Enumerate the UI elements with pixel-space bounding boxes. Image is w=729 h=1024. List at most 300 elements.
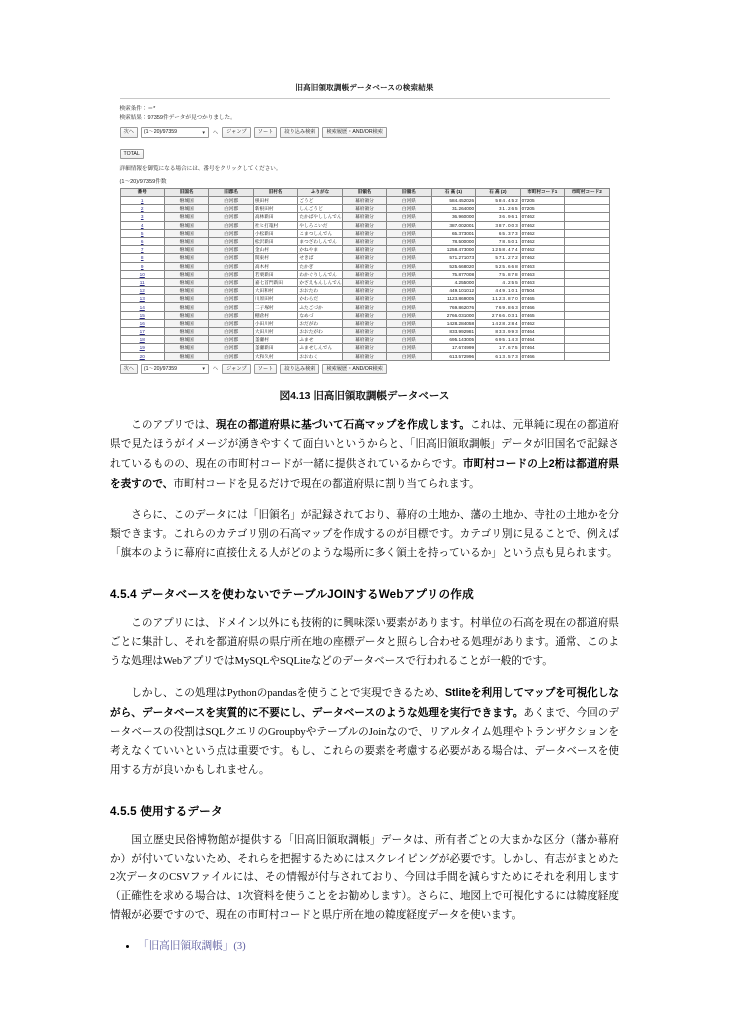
- cell-c-koku2: 833.993: [476, 328, 520, 336]
- cell-c-code1: 07462: [520, 237, 564, 245]
- cell-c-kuni: 磐城国: [164, 295, 208, 303]
- cell-c-kana: なめづ: [298, 311, 342, 319]
- cell-c-kana: まつざわしんでん: [298, 237, 342, 245]
- cell-c-gun: 白河郡: [209, 254, 253, 262]
- cell-c-ryo1: 幕府領分: [342, 213, 386, 221]
- row-detail-link[interactable]: 6: [140, 239, 144, 245]
- row-detail-link[interactable]: 7: [140, 247, 144, 253]
- cell-c-koku1: 65.373001: [431, 229, 475, 237]
- cell-c-koku1: 75.877008: [431, 270, 475, 278]
- cell-c-code1: 07462: [520, 254, 564, 262]
- cell-c-code1: 07462: [520, 221, 564, 229]
- cell-c-ryo1: 幕府領分: [342, 328, 386, 336]
- cell-c-gun: 白河郡: [209, 295, 253, 303]
- cell-c-ryo2: 白河県: [387, 197, 431, 205]
- table-row: [120, 221, 609, 229]
- cell-c-ryo2: 白河県: [387, 344, 431, 352]
- jump-button-bottom[interactable]: ジャンプ: [222, 364, 251, 374]
- paragraph-2: さらに、このデータには「旧領名」が記録されており、幕府の土地か、藩の土地か、寺社の土地かを分類できます。これらのカテゴリ別の石高マップを作成するのが目標です。カテゴリ別に見ることで、例えば「旗本のように幕府に直接仕える人がどのような場所に多く領土を持っているか」という点も見られます。: [110, 510, 619, 560]
- cell-c-code2: [565, 295, 609, 303]
- p1-part-c: これは、元単純に現在の都道府県で見たほうがイメージが湧きやすくて面白いというからと、「旧高旧領取調帳」データが旧国名で記録されているものの、現在の市町村コードが一緒に提供されているからです。: [110, 420, 620, 470]
- cell-c-no[interactable]: [120, 344, 164, 352]
- cell-c-kana: わかぐりしんでん: [298, 270, 342, 278]
- refine-search-button-bottom[interactable]: 絞り込み検索: [280, 364, 319, 374]
- row-detail-link[interactable]: 15: [139, 312, 145, 318]
- table-body: [120, 197, 609, 361]
- to-label-bottom: へ: [212, 366, 219, 373]
- cell-c-kana: ふませ: [298, 336, 342, 344]
- col-ryo-2: 旧領名: [387, 188, 431, 196]
- cell-c-no[interactable]: [120, 328, 164, 336]
- col-ryo-1: 旧領名: [342, 188, 386, 196]
- row-detail-link[interactable]: 2: [140, 206, 144, 212]
- cell-c-mura: 二子塚村: [253, 303, 297, 311]
- cell-c-code2: [565, 328, 609, 336]
- next-page-button-bottom[interactable]: 次へ: [120, 364, 138, 374]
- cell-c-koku1: 695.143005: [431, 336, 475, 344]
- cell-c-koku2: 1258.474: [476, 246, 520, 254]
- cell-c-code2: [565, 213, 609, 221]
- cell-c-koku1: 387.002001: [431, 221, 475, 229]
- row-detail-link[interactable]: 10: [139, 271, 145, 277]
- cell-c-code1: 07465: [520, 311, 564, 319]
- cell-c-ryo1: 幕府領分: [342, 278, 386, 286]
- cell-c-code2: [565, 344, 609, 352]
- cell-c-code2: [565, 352, 609, 360]
- cell-c-kana: ふたごづか: [298, 303, 342, 311]
- cell-c-ryo1: 幕府領分: [342, 311, 386, 319]
- cell-c-mura: 社ヒ打篭村: [253, 221, 297, 229]
- cell-c-code1: 07462: [520, 229, 564, 237]
- cell-c-code1: 07464: [520, 344, 564, 352]
- sort-button[interactable]: ソート: [254, 127, 278, 137]
- cell-c-gun: 白河郡: [209, 303, 253, 311]
- cell-c-no[interactable]: [120, 205, 164, 213]
- paragraph-3: このアプリには、ドメイン以外にも技術的に興味深い要素があります。村単位の石高を現在の都道府県ごとに集計し、それを都道府県の県庁所在地の座標データと照らし合わせる処理があります。通常、このような処理はWebアプリではMySQLやSQLiteなどのデータベースで行われることが一般的です。: [110, 617, 619, 667]
- jump-button[interactable]: ジャンプ: [222, 127, 251, 137]
- cell-c-koku1: 833.992981: [431, 328, 475, 336]
- cell-c-kana: かねやま: [298, 246, 342, 254]
- cell-c-ryo2: 白河県: [387, 254, 431, 262]
- cell-c-no[interactable]: [120, 254, 164, 262]
- cell-c-mura: 小松新田: [253, 229, 297, 237]
- result-count-line: (1～20)/97359件数: [119, 179, 167, 186]
- reference-link-1[interactable]: 「旧高旧領取調帳」(3): [138, 940, 246, 952]
- cell-c-gun: 白河郡: [209, 311, 253, 319]
- cell-c-koku1: 31.264000: [431, 205, 475, 213]
- cell-c-koku2: 36.961: [476, 213, 520, 221]
- row-detail-link[interactable]: 16: [139, 320, 145, 326]
- col-koku-1: 石 高 (1): [431, 188, 475, 196]
- cell-c-koku1: 2766.031000: [431, 311, 475, 319]
- cell-c-gun: 白河郡: [209, 328, 253, 336]
- cell-c-ryo1: 幕府領分: [342, 344, 386, 352]
- row-detail-link[interactable]: 4: [140, 222, 144, 228]
- cell-c-code1: 07463: [520, 262, 564, 270]
- cell-c-kana: おおたがわ: [298, 328, 342, 336]
- page-range-select-value: (1～20)/97359: [143, 129, 178, 136]
- cell-c-no[interactable]: [120, 352, 164, 360]
- row-detail-link[interactable]: 14: [139, 304, 145, 310]
- cell-c-mura: 大田川村: [253, 328, 297, 336]
- cell-c-mura: 根田村: [253, 197, 297, 205]
- total-button[interactable]: TOTAL: [120, 149, 144, 159]
- p1-bold-1: 現在の都道府県に基づいて石高マップを作成します。: [215, 419, 471, 432]
- table-row: [120, 237, 609, 245]
- cell-c-kana: かわらだ: [298, 295, 342, 303]
- cell-c-gun: 白河郡: [209, 213, 253, 221]
- cell-c-kuni: 磐城国: [164, 205, 208, 213]
- table-header-row: [120, 188, 609, 196]
- cell-c-ryo1: 幕府領分: [342, 197, 386, 205]
- reference-list: [110, 938, 619, 956]
- title-divider: [120, 98, 610, 99]
- section-heading-4-5-5: 4.5.5 使用するデータ: [110, 804, 223, 818]
- db-search-screenshot: [120, 78, 610, 374]
- cell-c-gun: 白河郡: [209, 262, 253, 270]
- table-row: [120, 336, 609, 344]
- row-detail-link[interactable]: 8: [140, 255, 144, 261]
- col-mura: 旧村名: [253, 188, 297, 196]
- cell-c-gun: 白河郡: [209, 237, 253, 245]
- detail-note: 詳細情報を御覧になる場合には、番号をクリックしてください。: [119, 165, 282, 172]
- cell-c-code2: [565, 254, 609, 262]
- sort-button-bottom[interactable]: ソート: [254, 364, 278, 374]
- cell-c-mura: 新根田村: [253, 205, 297, 213]
- page-range-select-value-bottom: (1～20)/97359: [143, 365, 178, 372]
- cell-c-kana: おおわく: [298, 352, 342, 360]
- cell-c-code2: [565, 311, 609, 319]
- refine-search-button[interactable]: 絞り込み検索: [280, 127, 319, 137]
- table-row: [120, 246, 609, 254]
- cell-c-kana: おだがわ: [298, 319, 342, 327]
- table-row: [120, 319, 609, 327]
- cell-c-kuni: 磐城国: [164, 287, 208, 295]
- table-row: [120, 229, 609, 237]
- cell-c-kuni: 磐城国: [164, 270, 208, 278]
- cell-c-ryo1: 幕府領分: [342, 270, 386, 278]
- table-row: [120, 344, 609, 352]
- cell-c-code1: 07205: [520, 205, 564, 213]
- cell-c-ryo2: 白河県: [387, 287, 431, 295]
- cell-c-koku2: 65.373: [476, 229, 520, 237]
- cell-c-kuni: 磐城国: [164, 311, 208, 319]
- cell-c-no[interactable]: [120, 213, 164, 221]
- cell-c-ryo1: 幕府領分: [342, 229, 386, 237]
- cell-c-ryo2: 白河県: [387, 352, 431, 360]
- list-item: [138, 938, 619, 956]
- table-row: [120, 270, 609, 278]
- to-label: へ: [212, 129, 219, 136]
- cell-c-ryo1: 幕府領分: [342, 262, 386, 270]
- cell-c-kana: かざえもんしんでん: [299, 279, 342, 285]
- cell-c-ryo2: 白河県: [387, 229, 431, 237]
- cell-c-no[interactable]: [120, 311, 164, 319]
- cell-c-koku2: 525.668: [476, 262, 520, 270]
- cell-c-koku2: 4.255: [476, 278, 520, 286]
- figure-caption: 図4.13 旧高旧領取調帳データベース: [279, 390, 450, 403]
- cell-c-koku1: 525.668020: [431, 262, 475, 270]
- cell-c-kana: ごうど: [298, 197, 342, 205]
- cell-c-code2: [565, 262, 609, 270]
- row-detail-link[interactable]: 5: [140, 230, 144, 236]
- cell-c-code1: 07504: [520, 287, 564, 295]
- cell-c-ryo1: 幕府領分: [342, 319, 386, 327]
- cell-c-no[interactable]: [120, 336, 164, 344]
- cell-c-koku1: 613.572996: [431, 352, 475, 360]
- cell-c-kuni: 磐城国: [164, 254, 208, 262]
- col-gun: 旧郡名: [209, 188, 253, 196]
- table-row: [120, 278, 609, 286]
- cell-c-code1: 07462: [520, 246, 564, 254]
- paragraph-4: [110, 684, 619, 780]
- cell-c-mura: 関東村: [253, 254, 297, 262]
- cell-c-gun: 白河郡: [209, 319, 253, 327]
- cell-c-koku2: 75.878: [476, 270, 520, 278]
- cell-c-ryo2: 白河県: [387, 319, 431, 327]
- cell-c-koku2: 571.272: [476, 254, 520, 262]
- cell-c-ryo1: 幕府領分: [342, 246, 386, 254]
- cell-c-koku2: 613.573: [476, 352, 520, 360]
- cell-c-gun: 白河郡: [209, 352, 253, 360]
- cell-c-kuni: 磐城国: [164, 197, 208, 205]
- row-detail-link[interactable]: 20: [139, 353, 145, 359]
- cell-c-ryo2: 白河県: [387, 221, 431, 229]
- cell-c-mura: 高林新田: [253, 213, 297, 221]
- cell-c-ryo2: 白河県: [387, 237, 431, 245]
- col-koku-2: 石 高 (2): [476, 188, 520, 196]
- cell-c-ryo2: 白河県: [387, 295, 431, 303]
- cell-c-code2: [565, 197, 609, 205]
- row-detail-link[interactable]: 17: [139, 329, 145, 335]
- cell-c-gun: 白河郡: [209, 344, 253, 352]
- cell-c-kuni: 磐城国: [164, 319, 208, 327]
- table-row: [120, 262, 609, 270]
- table-row: [120, 197, 609, 205]
- cell-c-no[interactable]: [120, 295, 164, 303]
- table-row: [120, 287, 609, 295]
- cell-c-no[interactable]: [120, 197, 164, 205]
- cell-c-ryo2: 白河県: [387, 278, 431, 286]
- p4-bold-1: Stliteを利用してマップを可視化しながら、データベースを実質的に不要にし、データベースのような処理を実行できます。: [110, 687, 619, 720]
- cell-c-kuni: 磐城国: [164, 328, 208, 336]
- cell-c-mura: 金山村: [253, 246, 297, 254]
- total-row: [120, 142, 610, 160]
- cell-c-code2: [565, 237, 609, 245]
- p4-part-c: あくまで、今回のデータベースの役割はSQLクエリのGroupbyやテーブルのJoinなので、リアルタイム処理やトランザクションを考えなくていいという点は重要です。もし、これらの要素を考慮する必要がある場合は、データベースを使用する方が良いかもしれません。: [110, 708, 619, 776]
- cell-c-ryo2: 白河県: [387, 262, 431, 270]
- table-row: [120, 352, 609, 360]
- cell-c-code1: 07205: [520, 197, 564, 205]
- search-history-button[interactable]: 検索履歴・AND/OR検索: [322, 127, 387, 137]
- p1-bold-2: 市町村コードの上2桁は都道府県を表すので、: [110, 457, 620, 490]
- cell-c-no[interactable]: [120, 246, 164, 254]
- cell-c-koku1: 17.674999: [431, 344, 475, 352]
- cell-c-code1: 07464: [520, 328, 564, 336]
- paragraph-5: 国立歴史民俗博物館が提供する「旧高旧領取調帳」データは、所有者ごとの大まかな区分（藩か幕府か）が付いていないため、それらを把握するためにはスクレイピングが必要です。しかし、有志がまとめた2次データのCSVファイルには、その情報が付与されており、今回は手間を減らすためにそれを利用します（正確性を求める場合は、1次資料を使うことをお勧めします）。さらに、地図上で可視化するには緯度経度情報が必要ですので、現在の市町村コードと県庁所在地の緯度経度データを使います。: [110, 834, 619, 922]
- search-history-button-bottom[interactable]: 検索履歴・AND/OR検索: [322, 364, 387, 374]
- cell-c-code2: [565, 319, 609, 327]
- cell-c-mura: 棚倉村: [253, 311, 297, 319]
- cell-c-kuni: 磐城国: [164, 352, 208, 360]
- cell-c-koku2: 1428.284: [476, 319, 520, 327]
- cell-c-kana: しんごうど: [298, 205, 342, 213]
- cell-c-koku2: 387.003: [476, 221, 520, 229]
- cell-c-mura: 若栗新田: [253, 270, 297, 278]
- cell-c-no[interactable]: [120, 303, 164, 311]
- chevron-down-icon: ▼: [201, 129, 206, 135]
- cell-c-no[interactable]: [120, 221, 164, 229]
- cell-c-code1: 07464: [520, 336, 564, 344]
- cell-c-koku1: 769.862076: [431, 303, 475, 311]
- cell-c-kuni: 磐城国: [164, 262, 208, 270]
- cell-c-mura: 高木村: [253, 262, 297, 270]
- row-detail-link[interactable]: 3: [140, 214, 144, 220]
- search-result-table: [120, 188, 610, 361]
- cell-c-ryo2: 白河県: [387, 303, 431, 311]
- cell-c-kuni: 磐城国: [164, 344, 208, 352]
- cell-c-ryo2: 白河県: [387, 336, 431, 344]
- cell-c-ryo1: 幕府領分: [342, 352, 386, 360]
- cell-c-koku2: 449.101: [476, 287, 520, 295]
- cell-c-ryo1: 幕府領分: [342, 336, 386, 344]
- table-row: [120, 303, 609, 311]
- cell-c-gun: 白河郡: [209, 205, 253, 213]
- cell-c-kuni: 磐城国: [164, 303, 208, 311]
- cell-c-koku2: 584.452: [476, 197, 520, 205]
- cell-c-ryo2: 白河県: [387, 213, 431, 221]
- cell-c-no[interactable]: [120, 278, 164, 286]
- cell-c-code2: [565, 336, 609, 344]
- cell-c-gun: 白河郡: [209, 287, 253, 295]
- cell-c-code2: [565, 278, 609, 286]
- cell-c-gun: 白河郡: [209, 197, 253, 205]
- row-detail-link[interactable]: 13: [139, 296, 145, 302]
- cell-c-kuni: 磐城国: [164, 237, 208, 245]
- cell-c-kuni: 磐城国: [164, 221, 208, 229]
- row-detail-link[interactable]: 1: [140, 198, 144, 204]
- cell-c-ryo2: 白河県: [387, 328, 431, 336]
- table-row: [120, 295, 609, 303]
- cell-c-koku1: 449.101012: [431, 287, 475, 295]
- cell-c-koku2: 1123.870: [476, 295, 520, 303]
- cell-c-mura: 松沢新田: [253, 237, 297, 245]
- table-row: [120, 213, 609, 221]
- cell-c-ryo1: 幕府領分: [342, 205, 386, 213]
- cell-c-koku2: 769.863: [476, 303, 520, 311]
- cell-c-no[interactable]: [120, 287, 164, 295]
- cell-c-gun: 白河郡: [209, 278, 253, 286]
- page-range-select[interactable]: [141, 127, 209, 137]
- cell-c-kana: おおたわ: [298, 287, 342, 295]
- cell-c-code2: [565, 287, 609, 295]
- page-range-select-bottom[interactable]: [141, 364, 209, 374]
- cell-c-kana: たかばやししんでん: [299, 214, 342, 220]
- cell-c-mura: 川原田村: [253, 295, 297, 303]
- cell-c-code1: 07462: [520, 213, 564, 221]
- cell-c-kana: せきば: [298, 254, 342, 262]
- cell-c-koku2: 31.265: [476, 205, 520, 213]
- cell-c-code1: 07462: [520, 319, 564, 327]
- cell-c-koku1: 571.271073: [431, 254, 475, 262]
- cell-c-gun: 白河郡: [209, 246, 253, 254]
- cell-c-kuni: 磐城国: [164, 246, 208, 254]
- cell-c-no[interactable]: [120, 237, 164, 245]
- cell-c-ryo1: 幕府領分: [342, 303, 386, 311]
- cell-c-kuni: 磐城国: [164, 229, 208, 237]
- col-no: 番号: [120, 188, 164, 196]
- cell-c-code2: [565, 303, 609, 311]
- col-citycode-1: 市町村コード1: [520, 188, 564, 196]
- top-controls-toolbar: [120, 127, 610, 137]
- cell-c-ryo2: 白河県: [387, 246, 431, 254]
- next-page-button[interactable]: 次へ: [120, 127, 138, 137]
- cell-c-mura: 釜瀬村: [253, 336, 297, 344]
- cell-c-code1: 07466: [520, 303, 564, 311]
- cell-c-koku1: 1428.284058: [431, 319, 475, 327]
- cell-c-mura: 小田川村: [253, 319, 297, 327]
- cell-c-ryo1: 幕府領分: [342, 254, 386, 262]
- cell-c-mura: 嘉七首門新田: [253, 278, 297, 286]
- cell-c-code2: [565, 229, 609, 237]
- cell-c-koku1: 584.452026: [431, 197, 475, 205]
- row-detail-link[interactable]: 19: [139, 345, 145, 351]
- cell-c-ryo1: 幕府領分: [342, 221, 386, 229]
- p4-part-a: しかし、この処理はPythonのpandasを使うことで実現できるため、: [120, 688, 445, 700]
- cell-c-code2: [565, 221, 609, 229]
- cell-c-kuni: 磐城国: [164, 278, 208, 286]
- cell-c-koku1: 1258.473000: [431, 246, 475, 254]
- cell-c-ryo1: 幕府領分: [342, 295, 386, 303]
- cell-c-no[interactable]: [120, 270, 164, 278]
- row-detail-link[interactable]: 11: [139, 279, 145, 285]
- cell-c-koku2: 695.143: [476, 336, 520, 344]
- p1-part-d: 市町村コードを見るだけで現在の都道府県に割り当てられます。: [173, 478, 480, 490]
- cell-c-no[interactable]: [120, 229, 164, 237]
- cell-c-kana: たかぎ: [298, 262, 342, 270]
- row-detail-link[interactable]: 9: [140, 263, 144, 269]
- row-detail-link[interactable]: 12: [139, 288, 145, 294]
- cell-c-code1: 07463: [520, 278, 564, 286]
- row-detail-link[interactable]: 18: [139, 337, 145, 343]
- cell-c-koku2: 17.675: [476, 344, 520, 352]
- cell-c-gun: 白河郡: [209, 229, 253, 237]
- cell-c-no[interactable]: [120, 319, 164, 327]
- figure-4-13: [0, 0, 729, 403]
- document-body: [0, 416, 729, 956]
- cell-c-koku1: 36.960000: [431, 213, 475, 221]
- col-citycode-2: 市町村コード2: [565, 188, 609, 196]
- p1-part-a: このアプリでは、: [120, 420, 216, 432]
- cell-c-kana: やしろこいだ: [298, 221, 342, 229]
- cell-c-no[interactable]: [120, 262, 164, 270]
- chevron-down-icon: ▼: [201, 366, 206, 372]
- cell-c-kana: ふませしんでん: [298, 344, 342, 352]
- cell-c-gun: 白河郡: [209, 270, 253, 278]
- section-heading-4-5-4: 4.5.4 データベースを使わないでテーブルJOINするWebアプリの作成: [110, 587, 474, 601]
- col-kuni: 旧国名: [164, 188, 208, 196]
- cell-c-koku1: 1123.869005: [431, 295, 475, 303]
- cell-c-code2: [565, 246, 609, 254]
- cell-c-kuni: 磐城国: [164, 213, 208, 221]
- cell-c-mura: 大和久村: [253, 352, 297, 360]
- cell-c-ryo1: 幕府領分: [342, 287, 386, 295]
- cell-c-code2: [565, 205, 609, 213]
- cell-c-koku2: 2766.031: [476, 311, 520, 319]
- cell-c-kana: こまつしんでん: [298, 229, 342, 237]
- cell-c-ryo1: 幕府領分: [342, 237, 386, 245]
- paragraph-1: [110, 416, 619, 494]
